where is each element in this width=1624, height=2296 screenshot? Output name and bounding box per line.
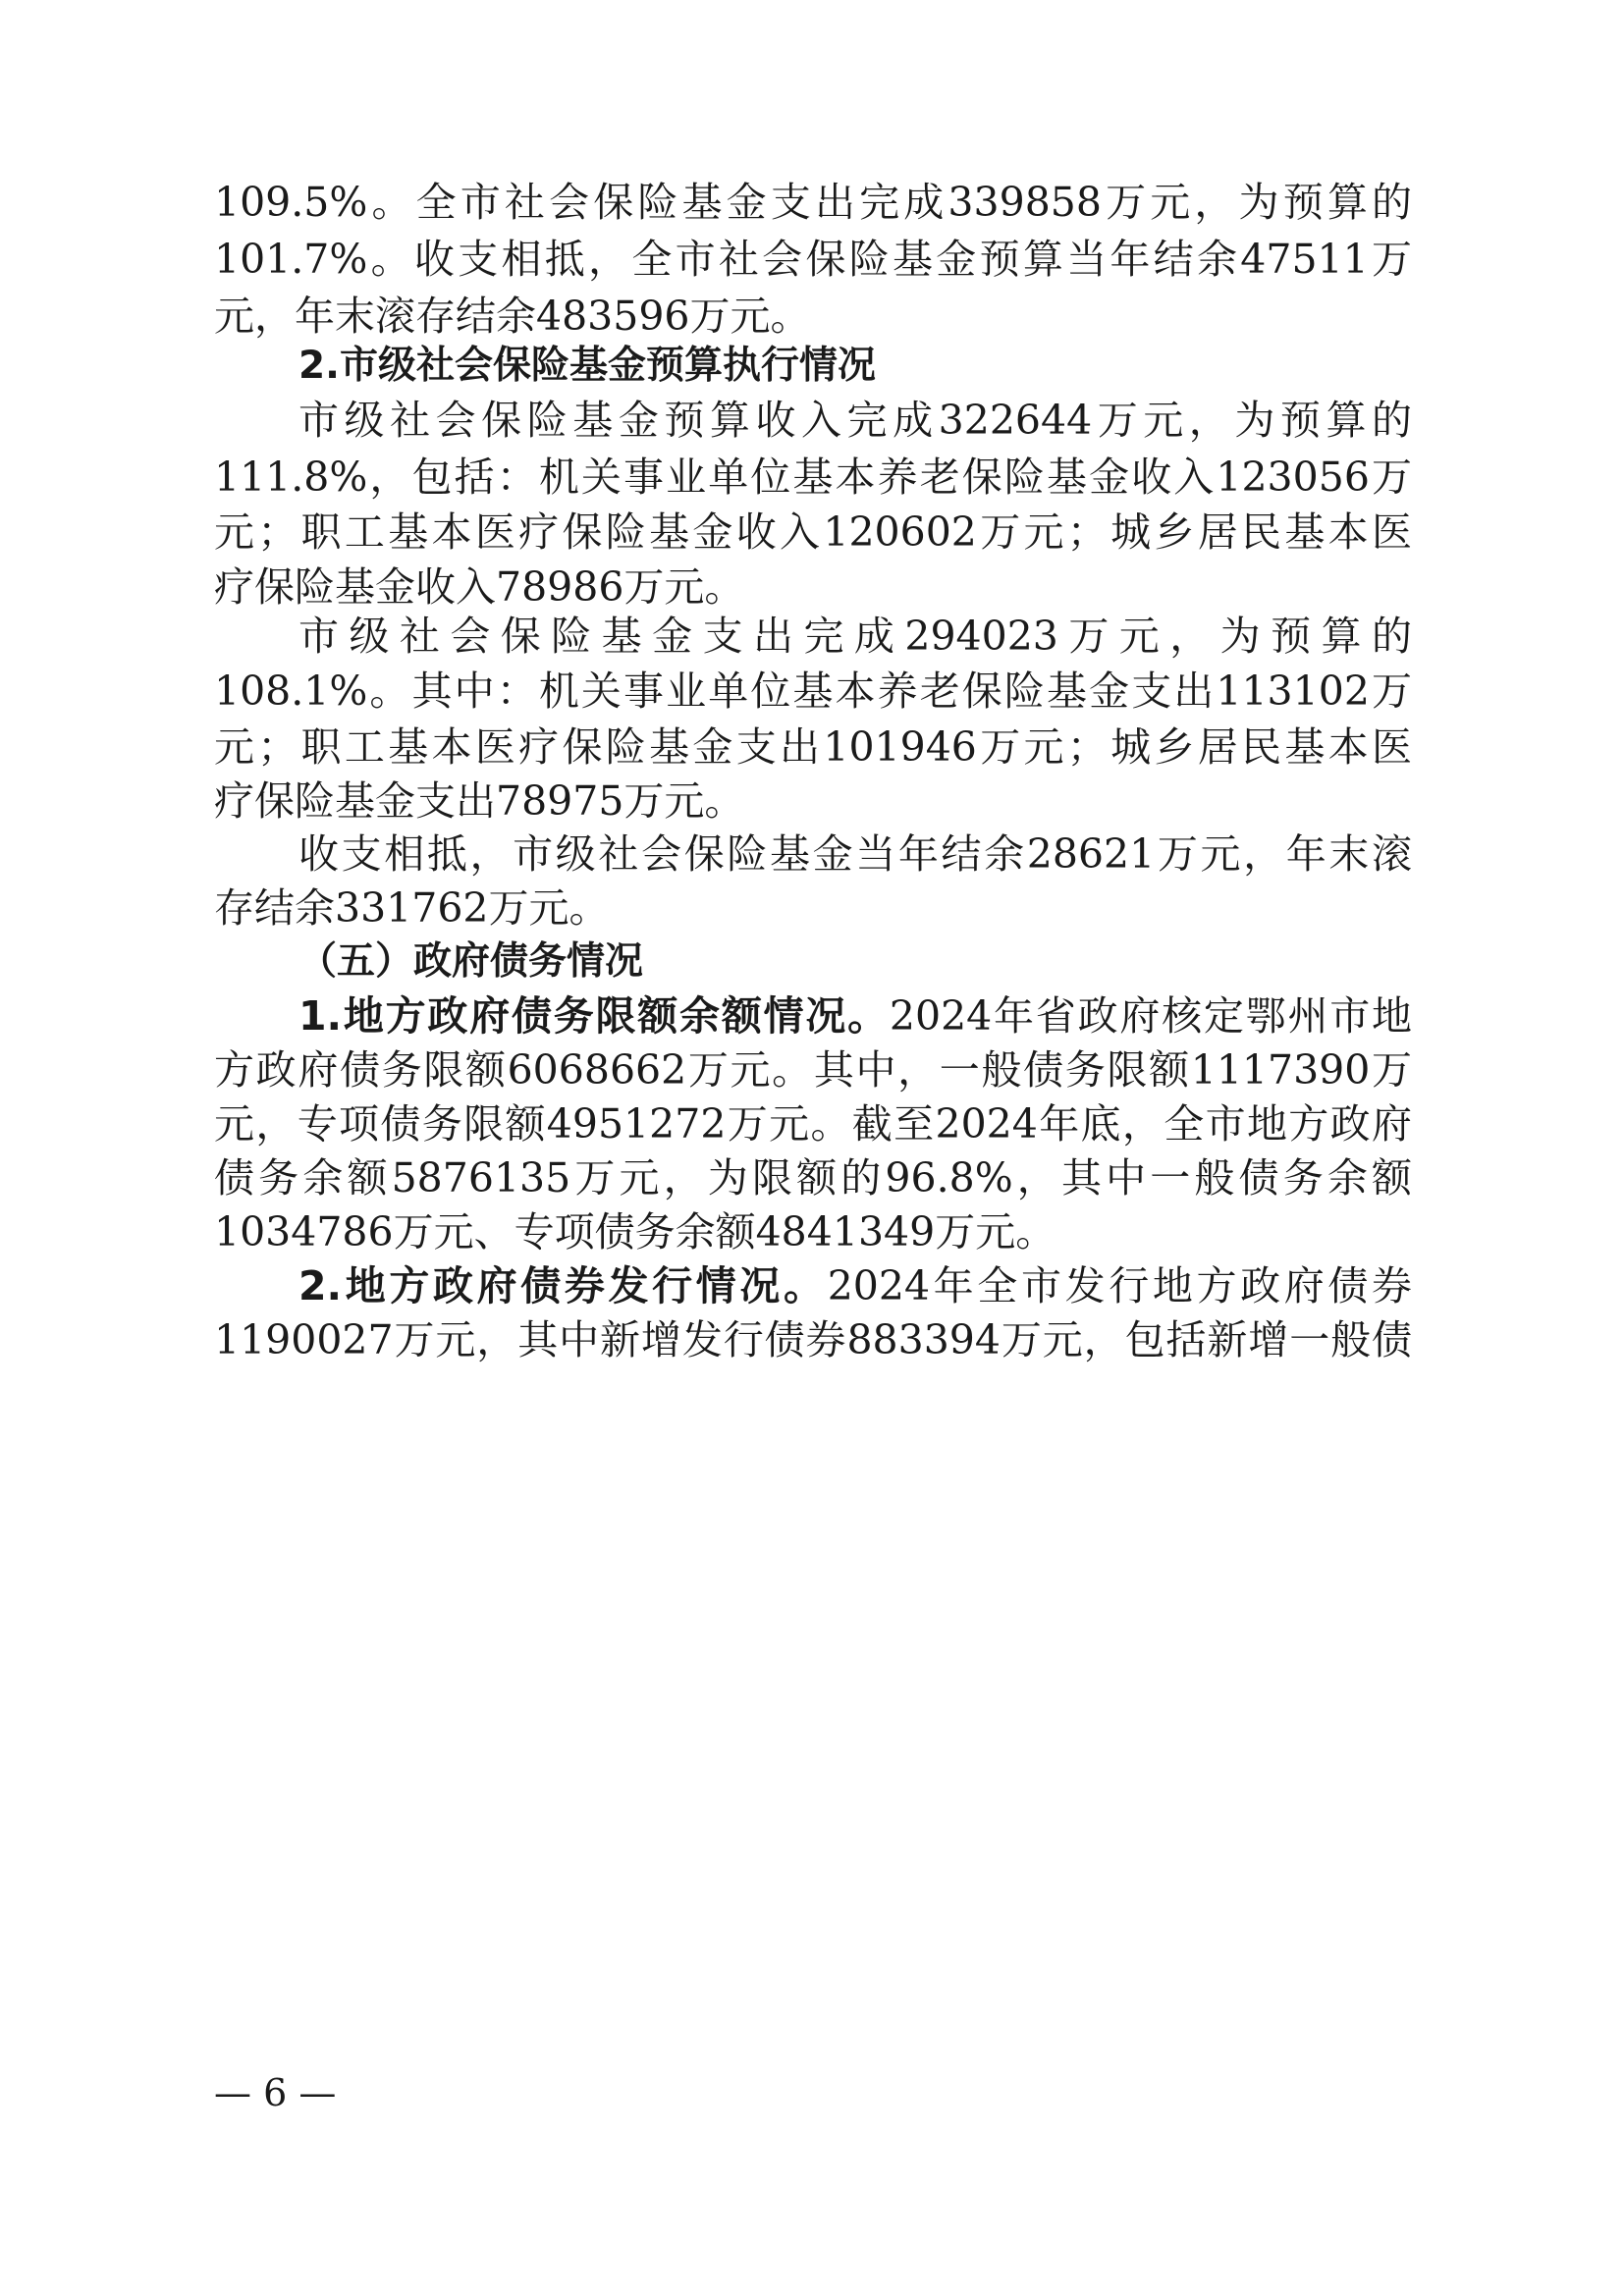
text-line: 疗保险基金收入78986万元。 xyxy=(214,563,745,611)
text-line: 元，专项债务限额4951272万元。截至2024年底，全市地方政府 xyxy=(214,1100,1413,1148)
text-line: 108.1%。其中：机关事业单位基本养老保险基金支出113102万 xyxy=(214,667,1412,715)
text-line: 方政府债务限额6068662万元。其中，一般债务限额1117390万 xyxy=(214,1046,1412,1094)
text-line: 109.5%。全市社会保险基金支出完成339858万元，为预算的 xyxy=(214,179,1412,226)
text-line: 101.7%。收支相抵，全市社会保险基金预算当年结余47511万 xyxy=(214,236,1412,283)
text-line: 市级社会保险基金预算收入完成322644万元，为预算的 xyxy=(298,397,1412,444)
text-line: 111.8%，包括：机关事业单位基本养老保险基金收入123056万 xyxy=(214,454,1412,501)
text-line: 收支相抵，市级社会保险基金当年结余28621万元，年末滚 xyxy=(298,830,1412,878)
paragraph-lead: 2.地方政府债券发行情况。 xyxy=(298,1262,828,1309)
text-line: 1190027万元，其中新增发行债券883394万元，包括新增一般债 xyxy=(214,1316,1412,1363)
text-line: 疗保险基金支出78975万元。 xyxy=(214,777,745,825)
text-line: 元；职工基本医疗保险基金收入120602万元；城乡居民基本医 xyxy=(214,508,1412,556)
text-line: 债务余额5876135万元，为限额的96.8%，其中一般债务余额 xyxy=(214,1154,1412,1201)
text-line: 元；职工基本医疗保险基金支出101946万元；城乡居民基本医 xyxy=(214,723,1412,771)
paragraph-lead: 1.地方政府债务限额余额情况。 xyxy=(298,992,890,1040)
paragraph-text: 2024年省政府核定鄂州市地 xyxy=(889,992,1412,1040)
paragraph-text: 2024年全市发行地方政府债券 xyxy=(827,1262,1413,1309)
page-number: — 6 — xyxy=(214,2071,337,2114)
section-heading: （五）政府债务情况 xyxy=(298,939,644,984)
text-line: 1034786万元、专项债务余额4841349万元。 xyxy=(214,1208,1056,1255)
section-heading: 2.市级社会保险基金预算执行情况 xyxy=(298,344,876,388)
text-line: 市级社会保险基金支出完成294023万元，为预算的 xyxy=(298,613,1412,660)
text-line: 元，年末滚存结余483596万元。 xyxy=(214,293,811,340)
text-line: 存结余331762万元。 xyxy=(214,884,610,932)
text-line xyxy=(298,1258,1412,1313)
text-line xyxy=(298,988,1412,1043)
